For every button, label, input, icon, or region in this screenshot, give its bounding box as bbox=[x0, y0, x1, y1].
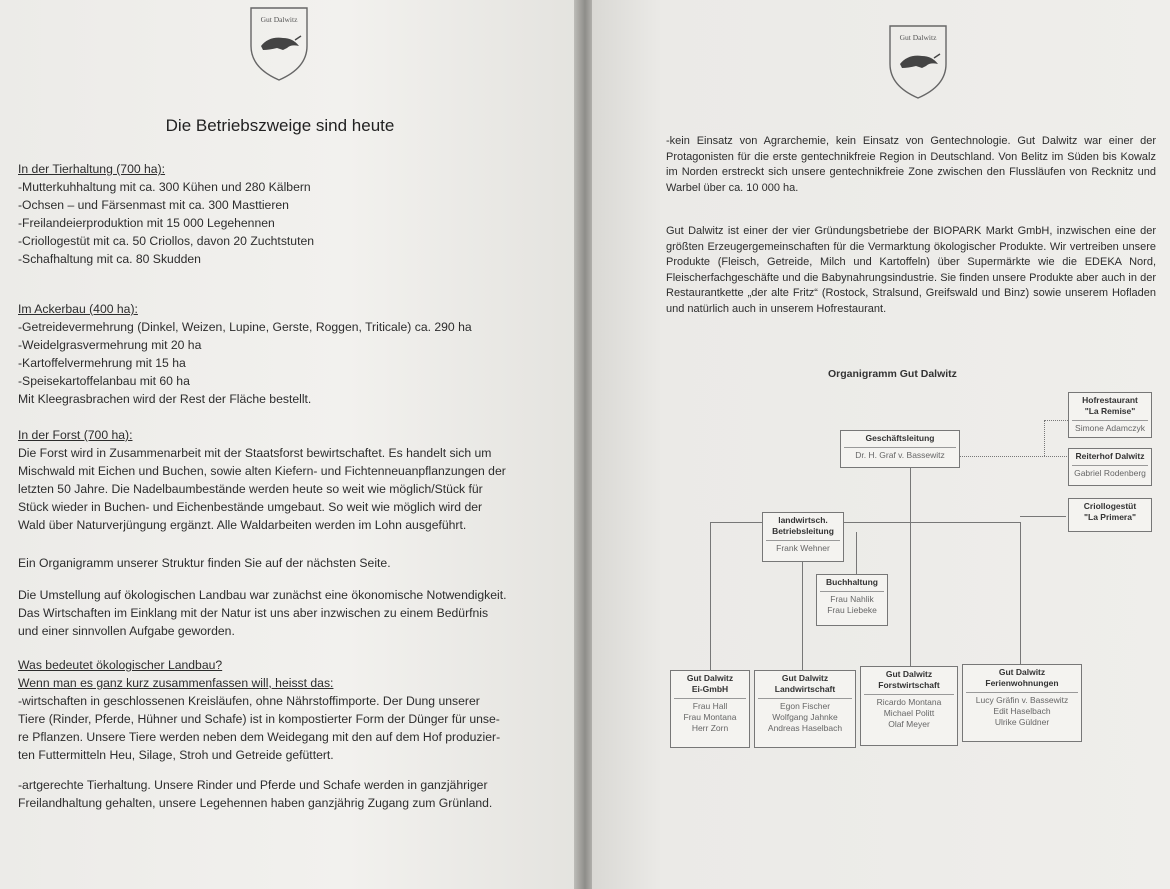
text-line: Wald über Naturverjüngung ergänzt. Alle Waldarbeiten werden im Lohn ausgeführt. bbox=[18, 518, 467, 532]
box-subtitle: Landwirtschaft bbox=[774, 684, 836, 694]
oeko-section bbox=[18, 656, 538, 764]
ackerbau-section bbox=[18, 300, 538, 408]
logo-shield-icon bbox=[247, 2, 311, 82]
section-heading: Im Ackerbau (400 ha): bbox=[18, 302, 138, 316]
box-subtitle: "La Remise" bbox=[1084, 406, 1136, 416]
organigramm-title: Organigramm Gut Dalwitz bbox=[828, 368, 957, 380]
section-heading: In der Tierhaltung (700 ha): bbox=[18, 162, 166, 176]
text-line: Die Forst wird in Zusammenarbeit mit der Staatsforst bewirtschaftet. Es handelt sich um bbox=[18, 446, 492, 460]
org-box-hofrestaurant bbox=[1068, 392, 1152, 438]
box-title: Gut Dalwitz bbox=[885, 669, 933, 679]
box-divider bbox=[820, 591, 884, 592]
box-person: Andreas Haselbach bbox=[767, 723, 843, 733]
box-title: Reiterhof Dalwitz bbox=[1075, 451, 1145, 461]
umstellung-section bbox=[18, 586, 538, 640]
box-subtitle: Betriebsleitung bbox=[772, 526, 834, 536]
box-title: landwirtsch. bbox=[778, 515, 828, 525]
dotted-connector bbox=[1044, 420, 1045, 456]
box-subtitle: Ferienwohnungen bbox=[985, 678, 1059, 688]
connector-line bbox=[1020, 522, 1021, 666]
text-line: re Pflanzen. Unsere Tiere werden neben dem Weidegang mit den auf dem Hof produzier- bbox=[18, 730, 501, 744]
forst-section bbox=[18, 426, 538, 534]
connector-line bbox=[856, 532, 857, 576]
organigramm-hint bbox=[18, 554, 538, 572]
box-subtitle: "La Primera" bbox=[1083, 512, 1136, 522]
org-box-buchhaltung bbox=[816, 574, 888, 626]
box-divider bbox=[966, 692, 1078, 693]
box-person: Frau Montana bbox=[683, 712, 737, 722]
gut-dalwitz-logo bbox=[247, 2, 311, 82]
biopark-paragraph bbox=[666, 224, 1156, 317]
list-item: -Kartoffelvermehrung mit 15 ha bbox=[18, 356, 186, 370]
box-person: Dr. H. Graf v. Bassewitz bbox=[855, 450, 945, 460]
text-line: und einer sinnvollen Aufgabe geworden. bbox=[18, 624, 235, 638]
section-heading: In der Forst (700 ha): bbox=[18, 428, 133, 442]
box-title: Gut Dalwitz bbox=[998, 667, 1046, 677]
box-person: Olaf Meyer bbox=[888, 719, 930, 729]
section-subheading: Wenn man es ganz kurz zusammenfassen will, heisst das: bbox=[18, 676, 334, 690]
list-item: -Freilandeierproduktion mit 15 000 Legehennen bbox=[18, 216, 275, 230]
box-person: Wolfgang Jahnke bbox=[772, 712, 838, 722]
list-item: -Weidelgrasvermehrung mit 20 ha bbox=[18, 338, 202, 352]
list-item: -Mutterkuhhaltung mit ca. 300 Kühen und 280 Kälbern bbox=[18, 180, 311, 194]
box-person: Gabriel Rodenberg bbox=[1074, 468, 1146, 478]
box-divider bbox=[864, 694, 954, 695]
box-title: Gut Dalwitz bbox=[686, 673, 734, 683]
org-box-landwirtschaft bbox=[754, 670, 856, 748]
box-person: Lucy Gräfin v. Bassewitz bbox=[975, 695, 1069, 705]
box-divider bbox=[758, 698, 852, 699]
list-item: -Schafhaltung mit ca. 80 Skudden bbox=[18, 252, 201, 266]
section-heading: Was bedeutet ökologischer Landbau? bbox=[18, 658, 223, 672]
paragraph-text: Gut Dalwitz ist einer der vier Gründungsbetriebe der BIOPARK Markt GmbH, inzwischen eine der größten Erzeugergemeinschaften für die Vermarktung ökologischer Produkte. Wir vertreiben unsere Produkte (Fleisch, Getreide, Milch und Kartoffeln) über Supermärkte wie die EDEKA Nord, Fleischerfachgeschäfte und die Babynahrungsindustrie. Sie finden unsere Produkte aber auch in der Restaurantkette „der alte Fritz“ (Rostock, Stralsund, Greifswald und Binz) sowie unserem Hofladen und natürlich auch in unserem Hofrestaurant. bbox=[666, 225, 1156, 315]
box-title: Gut Dalwitz bbox=[781, 673, 829, 683]
gentechnik-paragraph bbox=[666, 134, 1156, 196]
box-person: Frank Wehner bbox=[776, 543, 830, 553]
box-divider bbox=[674, 698, 746, 699]
right-page bbox=[592, 0, 1170, 889]
text-line: ten Futtermitteln Heu, Silage, Stroh und Getreide gefüttert. bbox=[18, 748, 334, 762]
box-person: Simone Adamczyk bbox=[1075, 423, 1145, 433]
box-person: Frau Hall bbox=[692, 701, 728, 711]
tierhaltung-section bbox=[18, 160, 538, 268]
box-divider bbox=[1072, 465, 1148, 466]
box-person: Frau Liebeke bbox=[827, 605, 877, 615]
org-box-geschaeftsleitung bbox=[840, 430, 960, 468]
text-line: Ein Organigramm unserer Struktur finden Sie auf der nächsten Seite. bbox=[18, 556, 391, 570]
dotted-connector bbox=[959, 456, 1067, 457]
list-item: -Criollogestüt mit ca. 50 Criollos, davon 20 Zuchtstuten bbox=[18, 234, 315, 248]
text-line: -artgerechte Tierhaltung. Unsere Rinder und Pferde und Schafe werden in ganzjähriger bbox=[18, 778, 488, 792]
box-person: Michael Politt bbox=[883, 708, 935, 718]
text-line: Freilandhaltung gehalten, unsere Legehennen haben ganzjährig Zugang zum Grünland. bbox=[18, 796, 493, 810]
box-title: Hofrestaurant bbox=[1082, 395, 1138, 405]
list-item: Mit Kleegrasbrachen wird der Rest der Fläche bestellt. bbox=[18, 392, 312, 406]
box-title: Geschäftsleitung bbox=[865, 433, 935, 443]
text-line: Stück wieder in Buchen- und Eichenbestände umgebaut. So weit wie möglich wird der bbox=[18, 500, 483, 514]
text-line: -wirtschaften in geschlossenen Kreisläufen, ohne Nährstoffimporte. Der Dung unserer bbox=[18, 694, 480, 708]
svg-text:Gut Dalwitz: Gut Dalwitz bbox=[899, 33, 937, 42]
org-box-ferienwohnungen bbox=[962, 664, 1082, 742]
text-line: Das Wirtschaften im Einklang mit der Natur ist uns aber inzwischen zu einem Bedürfnis bbox=[18, 606, 489, 620]
box-subtitle: Forstwirtschaft bbox=[878, 680, 940, 690]
list-item: -Ochsen – und Färsenmast mit ca. 300 Masttieren bbox=[18, 198, 289, 212]
svg-text:Gut Dalwitz: Gut Dalwitz bbox=[260, 15, 298, 24]
tierhaltung-artgerecht bbox=[18, 776, 538, 812]
box-person: Ulrike Güldner bbox=[994, 717, 1050, 727]
text-line: Die Umstellung auf ökologischen Landbau war zunächst eine ökonomische Notwendigkeit. bbox=[18, 588, 507, 602]
box-person: Ricardo Montana bbox=[876, 697, 942, 707]
org-box-criollogestuet bbox=[1068, 498, 1152, 532]
box-person: Edit Haselbach bbox=[993, 706, 1051, 716]
org-box-reiterhof bbox=[1068, 448, 1152, 486]
text-line: Tiere (Rinder, Pferde, Hühner und Schafe) ist in kompostierter Form der Dünger für unse- bbox=[18, 712, 500, 726]
list-item: -Speisekartoffelanbau mit 60 ha bbox=[18, 374, 190, 388]
text-line: letzten 50 Jahre. Die Nadelbaumbestände werden heute so weit wie möglich/Stück für bbox=[18, 482, 483, 496]
box-subtitle: Ei-GmbH bbox=[691, 684, 729, 694]
box-title: Criollogestüt bbox=[1083, 501, 1137, 511]
logo-shield-icon bbox=[886, 20, 950, 100]
box-divider bbox=[766, 540, 840, 541]
box-person: Frau Nahlik bbox=[830, 594, 874, 604]
org-box-ei-gmbh bbox=[670, 670, 750, 748]
gut-dalwitz-logo bbox=[886, 20, 950, 100]
org-box-forstwirtschaft bbox=[860, 666, 958, 746]
connector-line bbox=[910, 468, 911, 666]
box-person: Egon Fischer bbox=[779, 701, 831, 711]
connector-line bbox=[1020, 516, 1066, 517]
box-divider bbox=[1072, 420, 1148, 421]
paragraph-text: -kein Einsatz von Agrarchemie, kein Einsatz von Gentechnologie. Gut Dalwitz war einer der Protagonisten für die erste gentechnikfreie Region in Deutschland. Von Belitz im Süden bis Kowalz im Norden erstreckt sich unsere gentechnikfreie Zone zwischen den Flussläufen von Recknitz und Warbel über ca. 10 000 ha. bbox=[666, 135, 1156, 194]
text-line: Mischwald mit Eichen und Buchen, sowie alten Kiefern- und Fichtenneuanpflanzungen der bbox=[18, 464, 506, 478]
connector-line bbox=[710, 522, 711, 670]
connector-line bbox=[710, 522, 1020, 523]
left-page bbox=[0, 0, 578, 889]
connector-line bbox=[802, 562, 803, 670]
org-box-landwirtsch-betriebsleitung bbox=[762, 512, 844, 562]
dotted-connector bbox=[1044, 420, 1068, 421]
box-person: Herr Zorn bbox=[691, 723, 729, 733]
box-divider bbox=[844, 447, 956, 448]
page-title: Die Betriebszweige sind heute bbox=[165, 116, 395, 135]
list-item: -Getreidevermehrung (Dinkel, Weizen, Lupine, Gerste, Roggen, Triticale) ca. 290 ha bbox=[18, 320, 472, 334]
box-title: Buchhaltung bbox=[826, 577, 878, 587]
